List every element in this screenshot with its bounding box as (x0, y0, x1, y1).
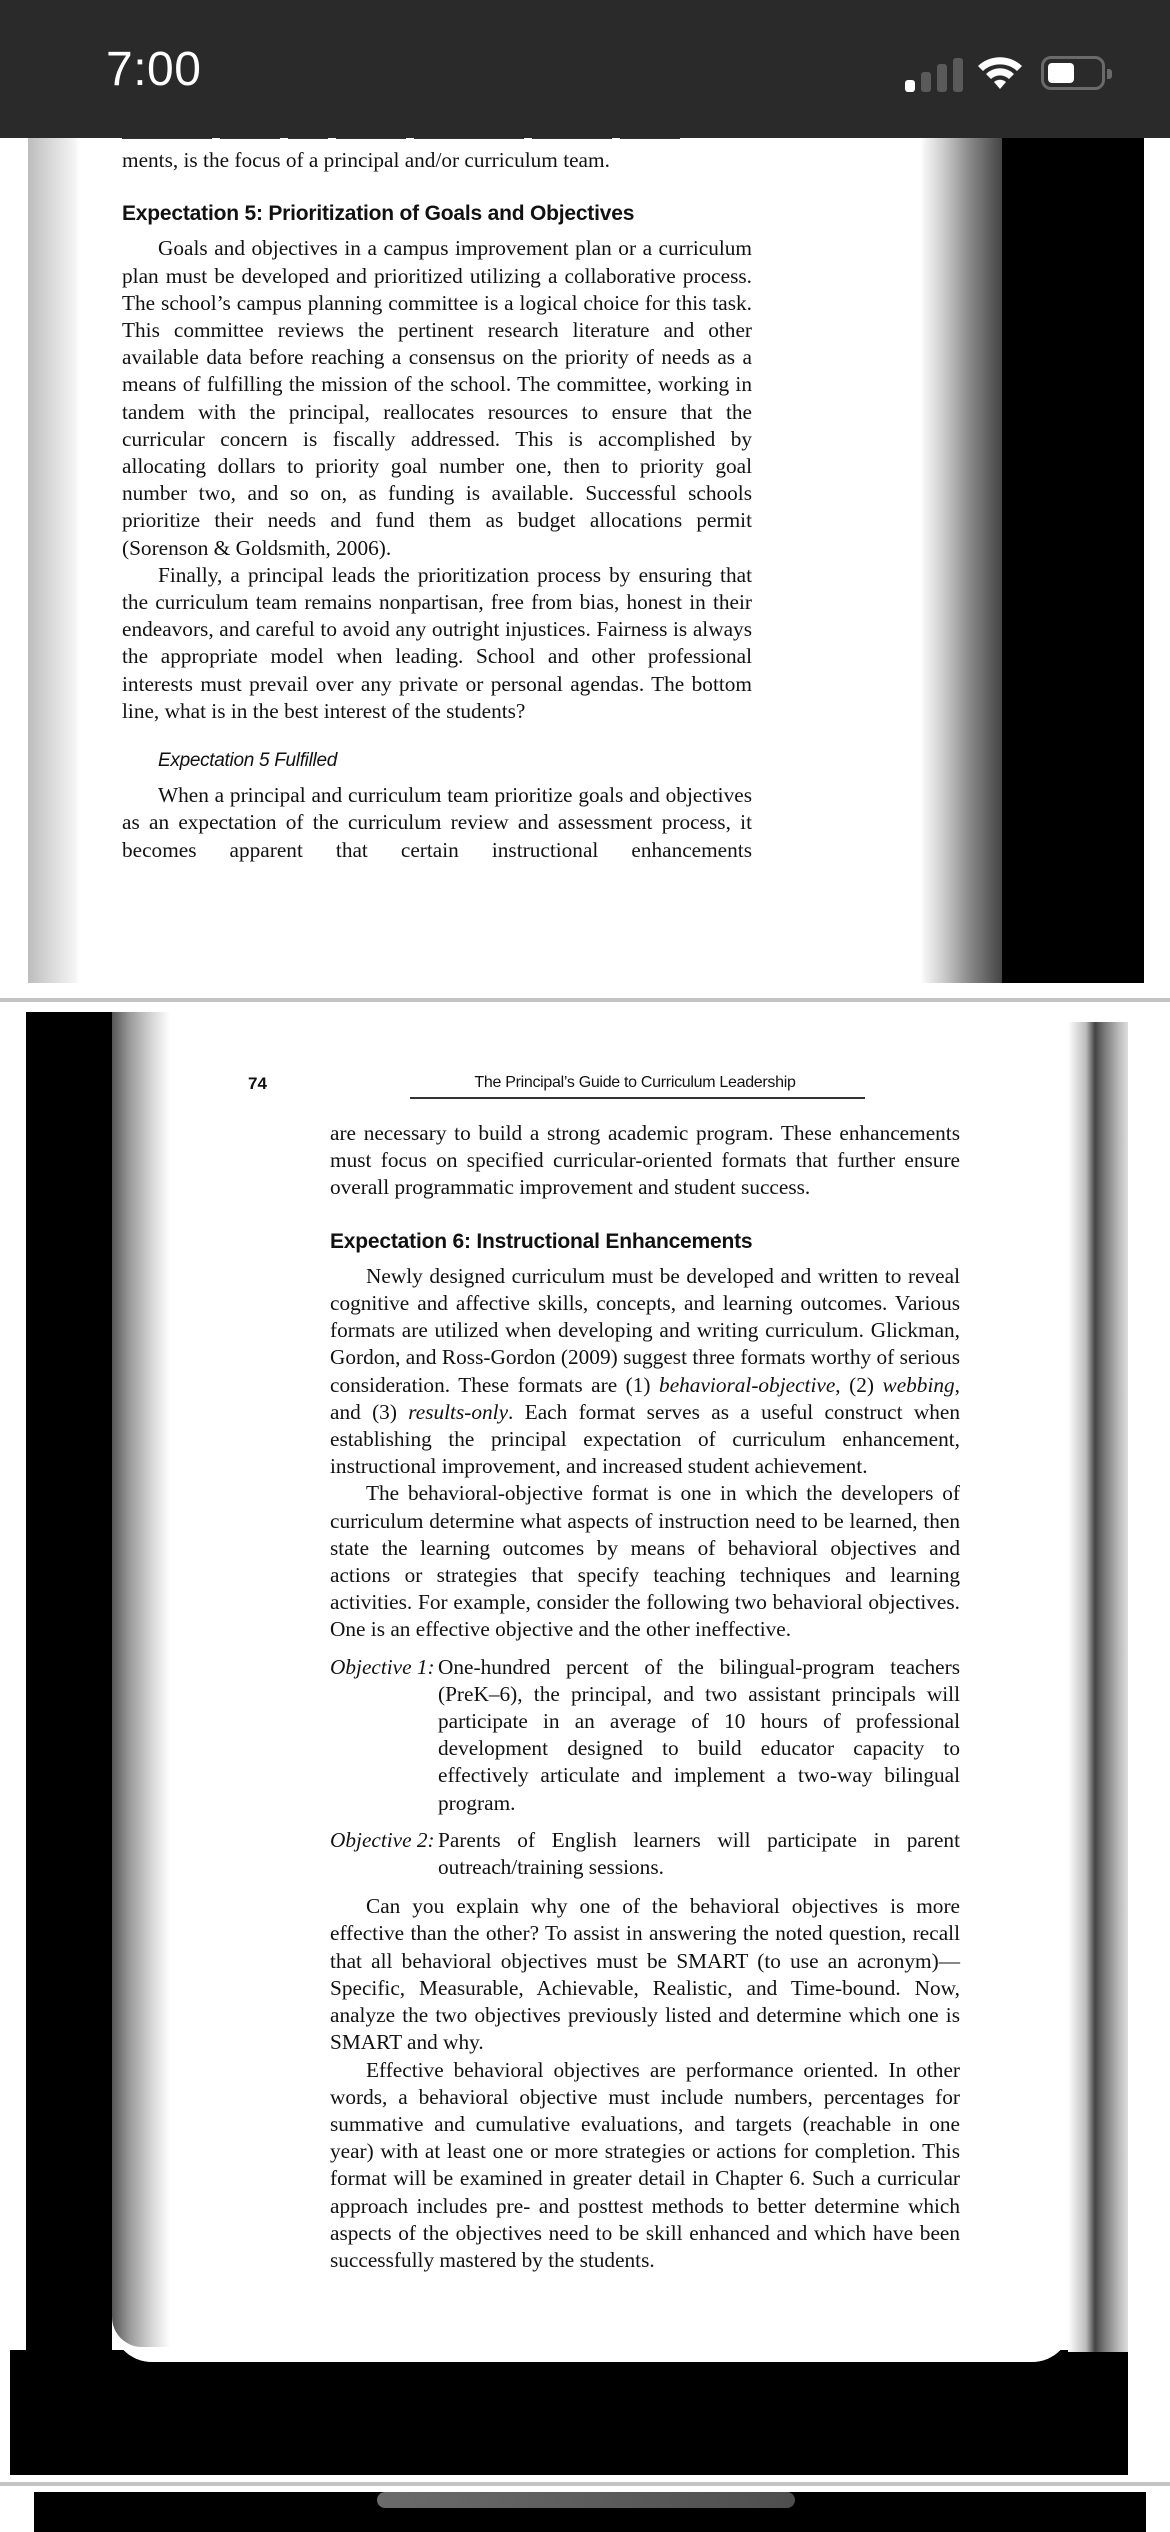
page-separator (0, 2482, 1170, 2486)
objective-item (330, 1654, 960, 1817)
running-head-rule (410, 1097, 865, 1099)
subsection-heading: Expectation 5 Fulfilled (158, 750, 337, 772)
paragraph: Goals and objectives in a campus improvement plan or a curriculum plan must be developed and prioritized utilizing a collaborative process. The school’s campus planning committee is a logical choice for this task. This committee reviews the pertinent research literature and other available data before reaching a consensus on the priority of needs as a means of fulfilling the mission of the school. The committee, working in tandem with the principal, reallocates resources to ensure that the curricular concern is fiscally addressed. This is accomplished by allocating dollars to priority goal number one, then to priority goal number two, and so on, as funding is available. Successful schools prioritize their needs and fund them as budget allocations permit (Sorenson & Goldsmith, 2006). (122, 236, 752, 560)
format-term: results-only (408, 1399, 509, 1424)
cut-off-text-line (122, 138, 742, 142)
continued-line: ments, is the focus of a principal and/or curriculum team. (122, 148, 610, 172)
home-indicator[interactable] (377, 2492, 795, 2508)
status-time: 7:00 (106, 43, 202, 96)
page-edge-shadow (1068, 1022, 1128, 2352)
battery-icon (1041, 56, 1105, 90)
format-term: behavioral-objective (659, 1372, 836, 1397)
battery-level (1048, 63, 1074, 83)
text-run: . Each format serves as a useful construct when establishing the principal expectation of curriculum enhancement, instructional improvement, and increased student achievement. (330, 1399, 960, 1479)
book-gutter-shadow (922, 138, 1002, 983)
book-gutter-shadow (112, 1012, 170, 2347)
scan-background (26, 1012, 112, 2467)
scan-background (1002, 138, 1144, 983)
running-head: The Principal’s Guide to Curriculum Leadership (474, 1074, 796, 1091)
section-heading: Expectation 5: Prioritization of Goals and Objectives (122, 202, 635, 226)
text-run: , and (3) (330, 1372, 960, 1424)
paragraph (330, 1263, 960, 1481)
paragraph: are necessary to build a strong academic program. These enhancements must focus on specified curricular-oriented formats that further ensure overall programmatic improvement and student success. (330, 1121, 960, 1200)
objective-label: Objective 1: (330, 1654, 435, 1679)
scanned-page-1[interactable] (0, 138, 1170, 983)
paragraph: Can you explain why one of the behavioral objectives is more effective than the other? To assist in answering the noted question, recall that all behavioral objectives must be SMART (to use an acronym)—Specific, Measurable, Achievable, Realistic, and Time-bound. Now, analyze the two objectives previously listed and determine which one is SMART and why. (330, 1894, 960, 2055)
paragraph: Effective behavioral objectives are performance oriented. In other words, a behavioral objective must include numbers, percentages for summative and cumulative evaluations, and targets (reachable in one year) with at least one or more strategies or actions for completion. This format will be examined in greater detail in Chapter 6. Such a curricular approach includes pre- and posttest methods to better determine which aspects of the objectives need to be skill enhanced and which have been successfully mastered by the students. (330, 2057, 960, 2272)
objective-text: Parents of English learners will participate in parent outreach/training sessions. (438, 1827, 960, 1880)
page-bottom-edge (112, 2322, 1072, 2362)
format-term: webbing (882, 1372, 955, 1397)
paragraph: The behavioral-objective format is one in which the developers of curriculum determine what aspects of instruction need to be learned, then state the learning outcomes by means of behavioral objectives and actions or strategies that specify teaching techniques and learning activities. For example, consider the following two behavioral objectives. One is an effective objective and the other ineffective. (330, 1481, 960, 1642)
page-edge-shadow (28, 138, 80, 983)
scanned-page-2[interactable] (0, 1002, 1170, 2480)
scan-background (10, 2350, 1128, 2475)
cellular-signal-icon (905, 56, 965, 92)
section-heading: Expectation 6: Instructional Enhancements (330, 1229, 753, 1253)
objective-label: Objective 2: (330, 1827, 435, 1852)
status-bar (0, 0, 1170, 138)
objective-text: One-hundred percent of the bilingual-program teachers (PreK–6), the principal, and two assistant principals will participate in an average of 10 hours of professional development designed to build educator capacity to effectively articulate and implement a two-way bilingual program. (438, 1654, 960, 1815)
paragraph: When a principal and curriculum team prioritize goals and objectives as an expectation of the curriculum review and assessment process, it becomes apparent that certain instructional enhancements (122, 783, 752, 862)
page1-text-block (122, 147, 752, 864)
text-run: Newly designed curriculum must be developed and written to reveal cognitive and affective skills, concepts, and learning outcomes. Various formats are utilized when developing and writing curriculum. Glickman, Gordon, and Ross-Gordon (2009) suggest three formats worthy of serious consideration. These formats are (1) (330, 1263, 960, 1397)
page-number: 74 (248, 1074, 267, 1093)
objective-item (330, 1827, 960, 1881)
text-run: , (2) (835, 1372, 883, 1397)
paragraph: Finally, a principal leads the prioritization process by ensuring that the curriculum team remains nonpartisan, free from bias, honest in their endeavors, and careful to avoid any outright injustices. Fairness is always the appropriate model when leading. School and other professional interests must prevail over any private or personal agendas. The bottom line, what is in the best interest of the students? (122, 562, 752, 723)
wifi-icon (975, 52, 1025, 92)
page2-text-block (330, 1120, 960, 2274)
